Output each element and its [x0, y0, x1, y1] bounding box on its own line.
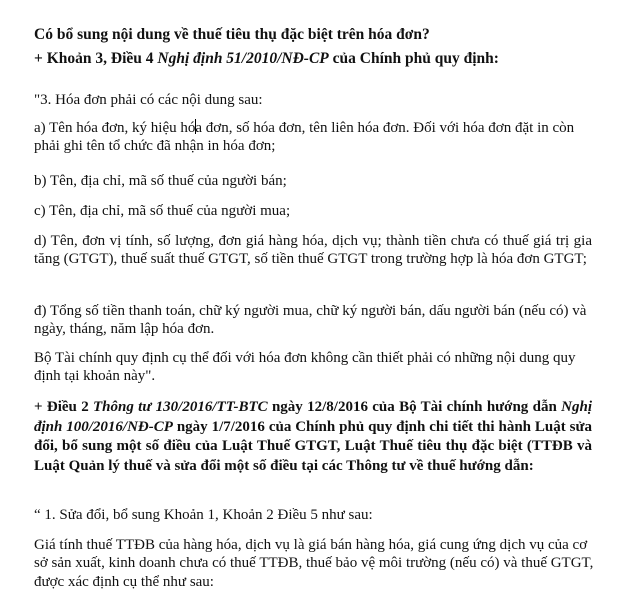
quote-1-closing: Bộ Tài chính quy định cụ thể đối với hóa đơn không cần thiết phải có những nội dung quy định tại khoản này". — [34, 350, 576, 385]
section-1-heading — [34, 50, 594, 68]
quote-2-intro: “ 1. Sửa đổi, bổ sung Khoản 1, Khoản 2 Điều 5 như sau: — [34, 507, 373, 523]
section-2-heading — [34, 398, 592, 476]
list-item-b: b) Tên, địa chỉ, mã số thuế của người bán; — [34, 173, 287, 189]
list-item-dd: đ) Tổng số tiền thanh toán, chữ ký người mua, chữ ký người bán, dấu người bán (nếu có) và ngày, tháng, năm lập hóa đơn. — [34, 303, 587, 338]
section-2-doc-ref-1: Thông tư 130/2016/TT-BTC — [93, 399, 268, 415]
section-1-suffix: của Chính phủ quy định: — [328, 50, 499, 67]
quote-1-intro: "3. Hóa đơn phải có các nội dung sau: — [34, 92, 263, 108]
section-2-mid-2: ngày 1/7/2016 của Chính phủ quy định chi tiết thi hành Luật sửa đổi, bổ sung một số điều của Luật Thuế GTGT, Luật Thuế tiêu thụ đặc biệt (TTĐB và Luật Quản lý thuế và sửa đổi một số điều tại các Thông tư về thuế hướng dẫn: — [34, 418, 592, 474]
quote-2-body: Giá tính thuế TTĐB của hàng hóa, dịch vụ là giá bán hàng hóa, giá cung ứng dịch vụ của cơ sở sản xuất, kinh doanh chưa có thuế TTĐB, thuế bảo vệ môi trường (nếu có) và thuế GTGT, được xác định cụ thể như sau: — [34, 537, 594, 590]
section-1-doc-ref: Nghị định 51/2010/NĐ-CP — [157, 50, 329, 67]
list-item-a-text-end: a đơn, số hóa đơn, tên liên hóa đơn. Đối với hóa đơn đặt in còn phải ghi tên tổ chức đã nhận in hóa đơn; — [34, 120, 575, 155]
list-item-c: c) Tên, địa chỉ, mã số thuế của người mua; — [34, 203, 291, 219]
section-1-prefix: + Khoản 3, Điều 4 — [34, 50, 158, 67]
section-2-mid-1: ngày 12/8/2016 của Bộ Tài chính hướng dẫn — [267, 399, 562, 415]
list-item-a[interactable] — [34, 119, 594, 156]
document-title: Có bổ sung nội dung về thuế tiêu thụ đặc biệt trên hóa đơn? — [34, 26, 430, 43]
section-2-prefix: + Điều 2 — [34, 399, 94, 415]
list-item-a-text-start: a) Tên hóa đơn, ký hiệu hó — [34, 120, 196, 136]
list-item-d: d) Tên, đơn vị tính, số lượng, đơn giá hàng hóa, dịch vụ; thành tiền chưa có thuế giá trị gia tăng (GTGT), thuế suất thuế GTGT, số tiền thuế GTGT trong trường hợp là hóa đơn GTGT; — [34, 233, 592, 268]
section-2-doc-ref-2: Nghị định 100/2016/NĐ-CP — [34, 399, 592, 435]
